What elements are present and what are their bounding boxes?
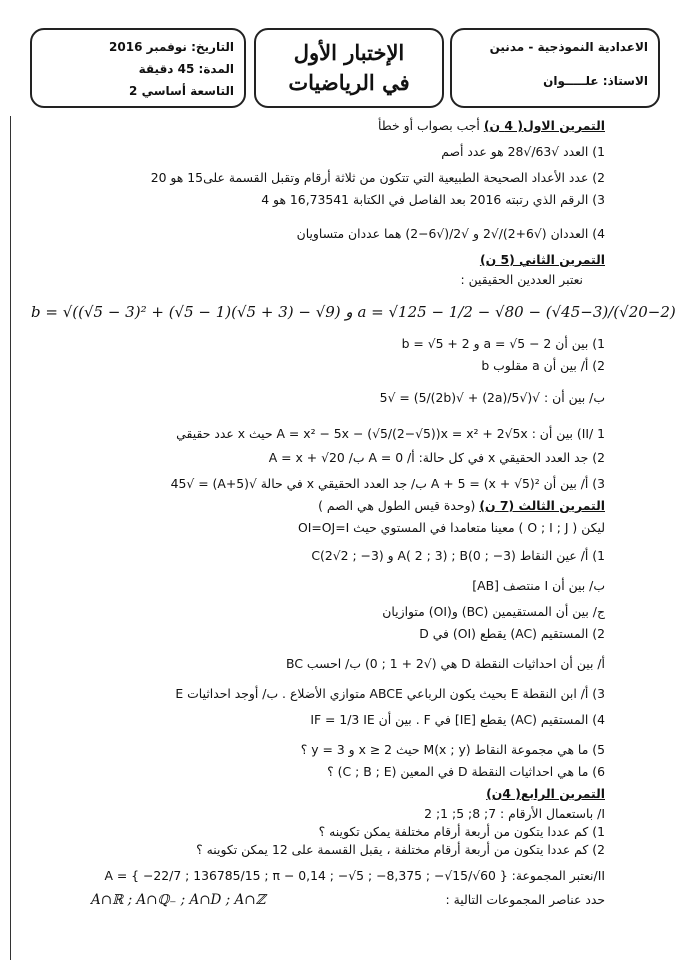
ex1-q3: 3) الرقم الذي رتبته 2016 بعد الفاصل في الكتابة 16,73541 هو 4: [261, 192, 605, 207]
ex2-ii1: II/ 1) بين أن : A = x² − 5x − (√5/(2−√5))x = x² + 2√5x حيث x عدد حقيقي: [176, 426, 605, 441]
school-name: الاعدادية النموذجية - مدنين: [489, 40, 648, 54]
ex1-header: [25, 118, 605, 134]
ex1-instruction: أجب بصواب أو خطأ: [378, 118, 480, 133]
ex4-i: I/ باستعمال الأرقام : 7; 8; 5; 1; 2: [424, 806, 605, 821]
ex3-q6: 6) ما هي احداثيات النقطة D في المعين (C ; B ; E) ؟: [327, 764, 605, 779]
ex2-ii3: 3) أ/ بين أن A + 5 = (x + √5)² ب/ جد العدد الحقيقي x في حالة √(A+5) = √45: [170, 476, 605, 491]
ex2-i2b: ب/ بين أن : √(√5/(2a) + √5/(2b)) = √5: [379, 390, 605, 405]
school-box: [450, 28, 660, 108]
teacher-name: الاستاذ: علـــــوان: [543, 74, 648, 88]
ex1-q4: 4) العددان (√6+2)/√2 و √2/(√6−2) هما عددان متساويان: [296, 226, 605, 241]
exam-header: [30, 28, 660, 114]
ex3-header: [25, 498, 605, 514]
ex3-q1c: ج/ بين أن المستقيمين (BC) و(OI) متوازيان: [382, 604, 605, 619]
ex1-title: التمرين الاول( 4 ن): [483, 118, 605, 133]
ex4-ii-task: حدد عناصر المجموعات التالية :: [445, 892, 605, 907]
ex3-q1a: 1) أ/ عين النقاط A( 2 ; 3) ; B(0 ; −3) و C(2√2 ; −3): [311, 548, 605, 563]
ex4-title: التمرين الرابع( 4ن): [486, 786, 605, 801]
exam-level: التاسعة أساسي 2: [129, 84, 234, 98]
exam-duration: المدة: 45 دقيقة: [138, 62, 234, 76]
exam-subject: في الرياضيات: [288, 70, 410, 95]
ex3-unit: (وحدة قيس الطول هي الصم ): [318, 498, 476, 513]
ex1-q1: 1) العدد √63/√28 هو عدد أصم: [441, 144, 605, 159]
ex1-q2: 2) عدد الأعداد الصحيحة الطبيعية التي تتكون من ثلاثة أرقام وتقبل القسمة على15 هو 20: [150, 170, 605, 185]
ex2-intro: نعتبر العددين الحقيقين :: [460, 272, 583, 287]
ex2-i1: 1) بين أن a = √5 − 2 و b = √5 + 2: [401, 336, 605, 351]
ex3-title: التمرين الثالث (7 ن): [479, 498, 605, 513]
ex4-sets: A∩ℝ ; A∩ℚ₋ ; A∩D ; A∩ℤ: [91, 892, 266, 908]
ex4-i1: 1) كم عددا يتكون من أربعة أرقام مختلفة يمكن تكوينه ؟: [318, 824, 605, 839]
ex3-q1b: ب/ بين أن I منتصف [AB]: [472, 578, 605, 593]
info-box: [30, 28, 246, 108]
exam-date: التاريخ: نوفمبر 2016: [109, 40, 234, 54]
ex3-q5: 5) ما هي مجموعة النقاط M(x ; y) حيث x ≥ 2 و y = 3 ؟: [300, 742, 605, 757]
ex3-q2a: أ/ بين أن احداثيات النقطة D هي (√2 + 1 ; 0) ب/ احسب BC: [286, 656, 605, 671]
ex3-q3: 3) أ/ ابن النقطة E بحيث يكون الرباعي ABCE متوازي الأضلاع . ب/ أوجد احداثيات E: [175, 686, 605, 701]
exam-body: [10, 116, 676, 960]
ex2-i2a: 2) أ/ بين أن a مقلوب b: [481, 358, 605, 373]
ex2-ab-def: b = √((√5 − 3)² + (√5 − 1)(√5 + 3) − √9) و a = √125 − 1/2 − √80 − (√45−3)/(√20−2): [31, 303, 676, 321]
ex2-ii2: 2) جد العدد الحقيقي x في كل حالة: أ/ A = 0 ب/ A = x + √20: [268, 450, 605, 465]
ex3-q2: 2) المستقيم (AC) يقطع (OI) في D: [419, 626, 605, 641]
title-box: [254, 28, 444, 108]
ex4-i2: 2) كم عددا يتكون من أربعة أرقام مختلفة ، يقبل القسمة على 12 يمكن تكوينه ؟: [196, 842, 605, 857]
ex3-q4: 4) المستقيم (AC) يقطع [IE] في F . بين أن IF = 1/3 IE: [310, 712, 605, 727]
ex2-title: التمرين الثاني (5 ن): [479, 252, 605, 267]
ex3-intro: ليكن ( O ; I ; J ) معينا متعامدا في المستوي حيث OI=OJ=I: [298, 520, 605, 535]
exam-title: الإختبار الأول: [293, 40, 405, 65]
ex4-ii: II/نعتبر المجموعة: A = { −22/7 ; 136785/15 ; π − 0,14 ; −√5 ; −8,375 ; −√15/√60 }: [104, 868, 605, 883]
